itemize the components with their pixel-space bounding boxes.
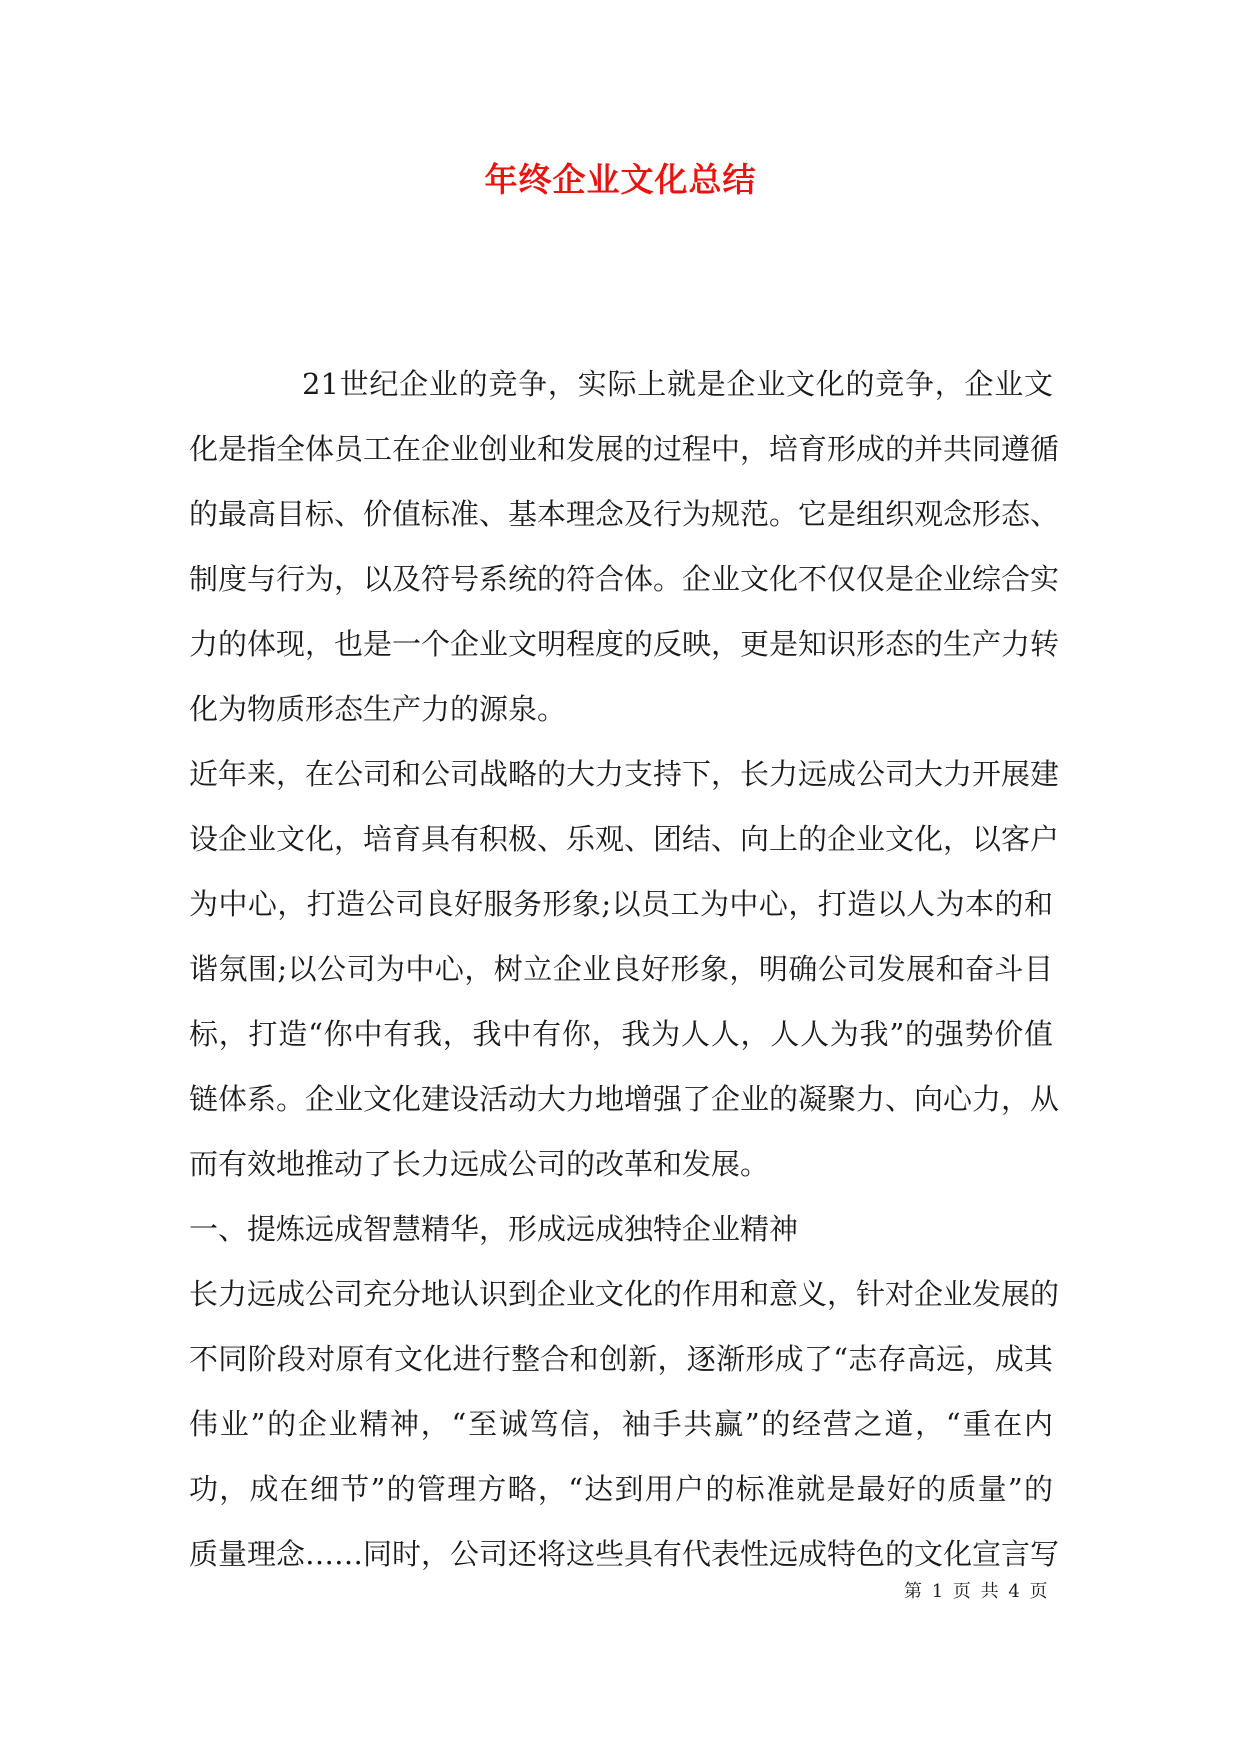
text-line: 为中心，打造公司良好服务形象;以员工为中心，打造以人为本的和 — [189, 887, 1053, 921]
text-line: 化是指全体员工在企业创业和发展的过程中，培育形成的并共同遵循 — [189, 432, 1060, 466]
text-line: 的最高目标、价值标准、基本理念及行为规范。它是组织观念形态、 — [189, 497, 1060, 531]
text-line: 不同阶段对原有文化进行整合和创新，逐渐形成了“志存高远，成其 — [189, 1342, 1053, 1376]
text-line: 设企业文化，培育具有积极、乐观、团结、向上的企业文化，以客户 — [189, 822, 1060, 856]
text-line: 质量理念……同时，公司还将这些具有代表性远成特色的文化宣言写 — [189, 1537, 1060, 1571]
text-line: 标，打造“你中有我，我中有你，我为人人，人人为我”的强势价值 — [189, 1017, 1053, 1051]
paragraph-intro — [189, 352, 1060, 742]
text-line: 长力远成公司充分地认识到企业文化的作用和意义，针对企业发展的 — [189, 1277, 1060, 1311]
paragraph-section-one — [189, 1262, 1060, 1587]
text-line: 力的体现，也是一个企业文明程度的反映，更是知识形态的生产力转 — [189, 627, 1060, 661]
text-line: 而有效地推动了长力远成公司的改革和发展。 — [189, 1147, 770, 1181]
text-line: 化为物质形态生产力的源泉。 — [189, 692, 567, 726]
text-line: 21世纪企业的竞争，实际上就是企业文化的竞争，企业文 — [302, 367, 1053, 401]
text-line: 伟业”的企业精神，“至诚笃信，袖手共赢”的经营之道，“重在内 — [189, 1407, 1053, 1441]
page-number: 第 1 页 共 4 页 — [904, 1581, 1050, 1602]
document-title: 年终企业文化总结 — [484, 160, 757, 199]
document-body — [189, 352, 1060, 1587]
text-line: 制度与行为，以及符号系统的符合体。企业文化不仅仅是企业综合实 — [189, 562, 1060, 596]
text-line: 功，成在细节”的管理方略，“达到用户的标准就是最好的质量”的 — [189, 1472, 1053, 1506]
text-line: 谐氛围;以公司为中心，树立企业良好形象，明确公司发展和奋斗目 — [189, 952, 1053, 986]
section-heading: 一、提炼远成智慧精华，形成远成独特企业精神 — [189, 1212, 799, 1246]
text-line: 近年来，在公司和公司战略的大力支持下，长力远成公司大力开展建 — [189, 757, 1060, 791]
text-line: 链体系。企业文化建设活动大力地增强了企业的凝聚力、向心力，从 — [189, 1082, 1060, 1116]
paragraph-recent-years — [189, 742, 1060, 1197]
